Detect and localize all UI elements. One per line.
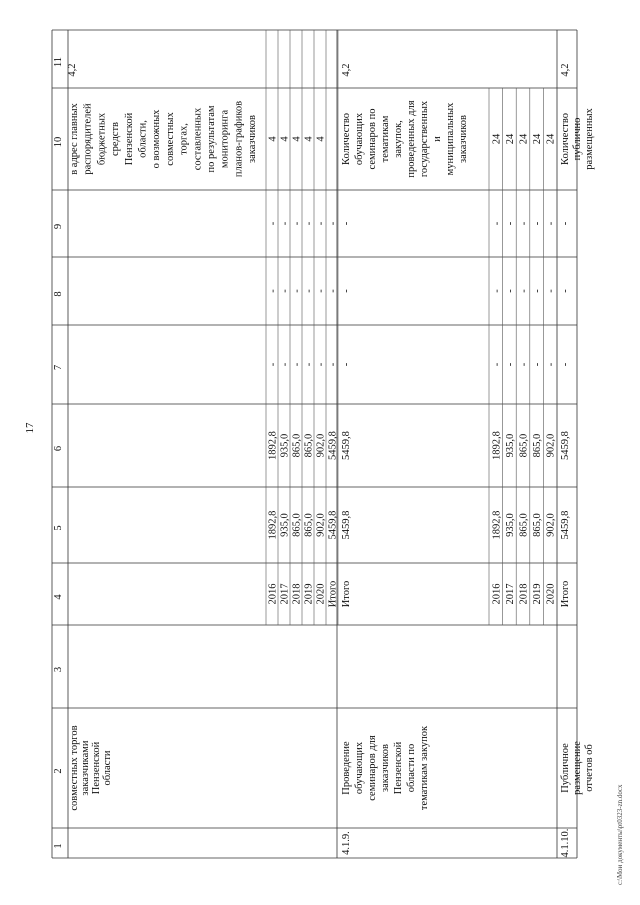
- r1-col8-value: -: [327, 289, 339, 293]
- r1-col10-line: средств: [110, 122, 122, 156]
- r1-col7-value: -: [303, 362, 315, 367]
- column-number-10: 10: [53, 136, 64, 148]
- r1-year: 2016: [267, 583, 279, 605]
- r2-col6-value: 865,0: [532, 433, 544, 458]
- r2-col2-line: заказчиков: [380, 743, 391, 793]
- footer-file-path: c:\Мои документы\pt0323-zn.docx: [616, 784, 624, 885]
- r1-col11-value: 4,2: [67, 63, 78, 77]
- r2-col10-line: закупок,: [393, 120, 404, 158]
- r2-col10-value: 24: [532, 133, 544, 145]
- r2-col9-value: -: [341, 221, 352, 226]
- r1-col8-value: -: [267, 289, 279, 293]
- r1-col9-value: -: [267, 221, 279, 226]
- r1-col6-value: 865,0: [291, 433, 303, 458]
- r2-col2-line: Пензенской: [393, 741, 404, 795]
- r1-col5-value: 865,0: [303, 513, 315, 537]
- r2-col10-value: 24: [545, 133, 557, 145]
- r3-col10-line: размещенных: [584, 108, 595, 170]
- r2-col9-value: -: [532, 221, 544, 226]
- r2-col8-value: -: [341, 289, 352, 293]
- r2-col9-value: -: [504, 221, 516, 226]
- r2-col9-value: -: [545, 221, 557, 226]
- column-number-11: 11: [53, 56, 64, 68]
- r1-col5-value: 865,0: [291, 513, 303, 537]
- r2-year: 2018: [518, 583, 530, 605]
- r1-col10-line: составленных: [192, 107, 204, 171]
- r1-col10-value: 4: [267, 136, 279, 142]
- r1-year: 2017: [279, 583, 291, 605]
- r1-col5-value: 902,0: [315, 513, 327, 537]
- column-number-5: 5: [53, 525, 64, 531]
- r2-col2-line: тематикам закупок: [419, 725, 430, 811]
- r1-col10-value: 4: [315, 136, 327, 142]
- r2-year: 2019: [532, 583, 544, 605]
- r2-col8-value: -: [532, 289, 544, 293]
- r1-col9-value: -: [327, 221, 339, 226]
- r2-col2-line: семинаров для: [367, 735, 378, 801]
- page-number: 17: [24, 422, 36, 434]
- r2-year: 2016: [491, 583, 503, 605]
- r2-col5-value: 1892,8: [491, 510, 503, 540]
- r1-col2-line: совместных торгов: [69, 725, 80, 811]
- r1-col7-value: -: [291, 362, 303, 367]
- r1-col10-line: торгах,: [178, 123, 190, 155]
- r2-col10-value: 24: [491, 133, 503, 145]
- r1-year: 2019: [303, 583, 315, 605]
- r1-year: 2020: [315, 583, 327, 605]
- r1-col9-value: -: [303, 221, 315, 226]
- r1-col10-value: 4: [303, 136, 315, 142]
- r2-col5-value: 902,0: [545, 513, 557, 537]
- r2-col5-value: 865,0: [518, 513, 530, 537]
- r1-col6-value: 5459,8: [327, 431, 339, 460]
- r2-col10-line: семинаров по: [367, 108, 378, 170]
- r1-col10-line: по результатам: [206, 105, 217, 173]
- r2-year: 2017: [504, 583, 516, 605]
- column-number-8: 8: [53, 291, 64, 297]
- r1-col2-line: Пензенской: [91, 741, 102, 795]
- r2-col10-line: и: [432, 136, 443, 142]
- r3-col10-line: Количество: [560, 112, 571, 166]
- r2-col7-value: -: [518, 362, 530, 367]
- r1-col5-value: 1892,8: [267, 510, 279, 540]
- r2-col6-value: 902,0: [545, 433, 557, 458]
- r1-col6-value: 865,0: [303, 433, 315, 458]
- r1-col10-line: мониторинга: [219, 109, 231, 169]
- r2-col6-value: 1892,8: [491, 431, 503, 460]
- r1-col10-value: 4: [291, 136, 303, 142]
- r3-col11-value: 4,2: [560, 63, 571, 77]
- r1-year: 2018: [291, 583, 303, 605]
- r2-col6-value: 5459,8: [341, 431, 352, 460]
- r3-col8-value: -: [560, 289, 571, 293]
- r1-col5-value: 5459,8: [327, 510, 339, 540]
- r2-col7-value: -: [532, 362, 544, 367]
- r2-col7-value: -: [491, 362, 503, 367]
- r1-col8-value: -: [315, 289, 327, 293]
- r3-col9-value: -: [560, 221, 571, 226]
- r2-col9-value: -: [518, 221, 530, 226]
- r2-col5-value: 865,0: [532, 513, 544, 537]
- r2-col2-line: Проведение: [341, 741, 352, 795]
- column-number-4: 4: [53, 594, 64, 600]
- r1-col8-value: -: [303, 289, 315, 293]
- r2-col2-line: области по: [406, 743, 417, 793]
- r2-number: 4.1.9.: [341, 831, 352, 855]
- r1-col9-value: -: [315, 221, 327, 226]
- r2-col7-value: -: [504, 362, 516, 367]
- r1-col9-value: -: [291, 221, 303, 226]
- r2-col8-value: -: [545, 289, 557, 293]
- r1-col7-value: -: [315, 362, 327, 367]
- r2-col10-line: Количество: [341, 112, 352, 166]
- r1-col10-line: распорядителей: [82, 103, 94, 175]
- column-number-3: 3: [53, 666, 64, 673]
- table-content: [53, 57, 595, 858]
- r2-col11-value: 4,2: [341, 63, 352, 77]
- column-number-6: 6: [53, 445, 64, 452]
- r2-col10-line: муниципальных: [445, 102, 456, 176]
- r2-col10-line: заказчиков: [458, 114, 469, 164]
- r1-col5-value: 935,0: [279, 513, 291, 537]
- r2-col10-line: тематикам: [380, 115, 391, 163]
- r1-col9-value: -: [279, 221, 291, 226]
- r2-col8-value: -: [491, 289, 503, 293]
- r1-col6-value: 1892,8: [267, 431, 279, 460]
- r2-col8-value: -: [504, 289, 516, 293]
- r1-year: Итого: [327, 580, 339, 608]
- r2-col10-line: государственных: [419, 100, 430, 178]
- r2-col9-value: -: [491, 221, 503, 226]
- r1-col10-line: Пензенской: [123, 112, 135, 166]
- r2-col6-value: 865,0: [518, 433, 530, 458]
- r1-col10-line: бюджетных: [96, 112, 108, 166]
- r2-col7-value: -: [341, 362, 352, 367]
- r1-col10-line: области,: [137, 120, 149, 158]
- r2-year: Итого: [341, 580, 352, 608]
- r2-col10-value: 24: [518, 133, 530, 145]
- r2-year: 2020: [545, 583, 557, 605]
- r1-col6-value: 935,0: [279, 433, 291, 458]
- r3-col2-line: Публичное: [560, 743, 571, 793]
- r3-col6-value: 5459,8: [560, 431, 571, 460]
- r1-col10-line: в адрес главных: [69, 103, 80, 175]
- r2-col10-value: 24: [504, 133, 516, 145]
- r1-col10-value: 4: [279, 136, 291, 142]
- column-number-7: 7: [53, 364, 64, 371]
- r3-col2-line: отчетов об: [584, 744, 595, 792]
- r2-col6-value: 935,0: [504, 433, 516, 458]
- r2-col8-value: -: [518, 289, 530, 293]
- r1-col10-line: планов-графиков: [233, 100, 245, 178]
- column-number-2: 2: [53, 768, 64, 774]
- r1-col10-line: совместных: [164, 112, 176, 166]
- r2-col7-value: -: [545, 362, 557, 367]
- r1-col7-value: -: [267, 362, 279, 367]
- r3-col2-line: размещение: [572, 741, 583, 795]
- r1-col7-value: -: [327, 362, 339, 367]
- r3-number: 4.1.10.: [560, 828, 571, 858]
- r3-year: Итого: [560, 580, 571, 608]
- r3-col7-value: -: [560, 362, 571, 367]
- column-number-1: 1: [53, 843, 64, 849]
- r2-col2-line: обучающих: [354, 741, 365, 795]
- r2-col10-line: обучающих: [354, 112, 365, 166]
- r3-col5-value: 5459,8: [560, 510, 571, 540]
- r1-col8-value: -: [279, 289, 291, 293]
- r3-col10-line: публично: [572, 117, 583, 161]
- r2-col5-value: 5459,8: [341, 510, 352, 540]
- r1-col2-line: области: [102, 750, 113, 786]
- r1-col10-line: о возможных: [151, 109, 163, 169]
- r1-col8-value: -: [291, 289, 303, 293]
- r1-col10-line: заказчиков: [247, 114, 259, 164]
- r1-col6-value: 902,0: [315, 433, 327, 458]
- r1-col2-line: заказчиками: [80, 740, 91, 796]
- r1-col7-value: -: [279, 362, 291, 367]
- column-number-9: 9: [53, 223, 64, 230]
- r2-col5-value: 935,0: [504, 513, 516, 537]
- r2-col10-line: проведенных для: [406, 100, 417, 178]
